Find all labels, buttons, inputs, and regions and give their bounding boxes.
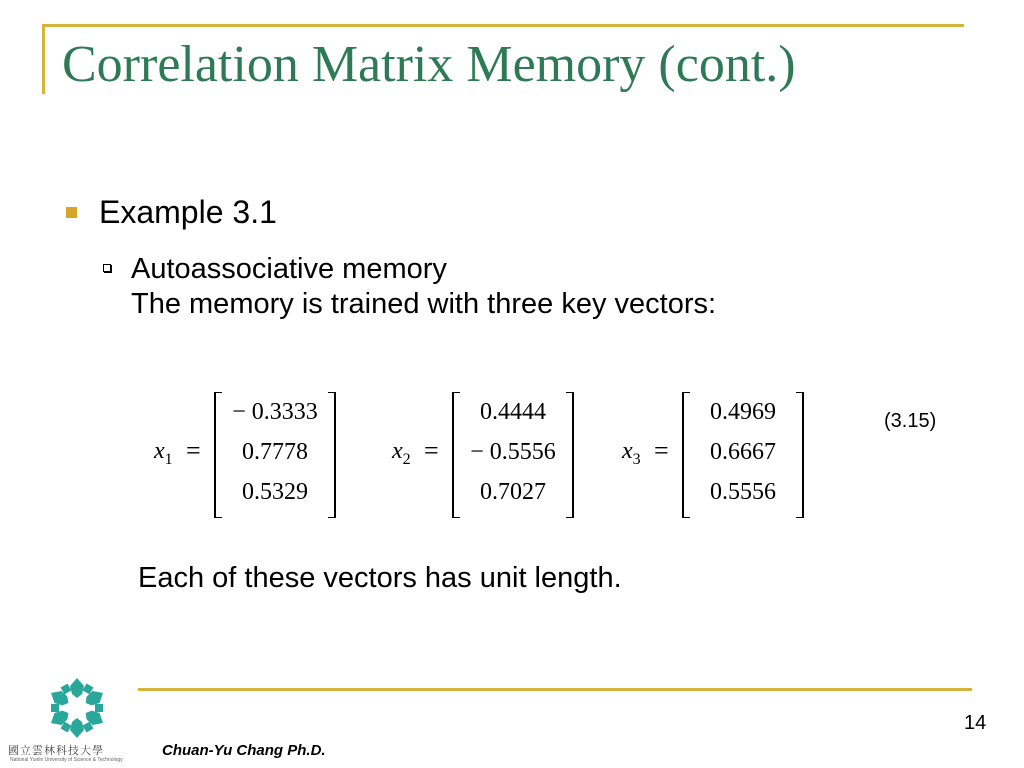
equation-number: (3.15) — [884, 410, 937, 432]
page-number: 14 — [964, 712, 987, 734]
title-frame-left-rule — [42, 24, 45, 94]
sub-bullet-line-2: The memory is trained with three key vectors: — [131, 288, 717, 321]
equals-sign: = — [186, 436, 201, 465]
vector-values — [452, 392, 574, 516]
vector-value: 0.7778 — [242, 439, 308, 465]
vector-label: $x_1$ — [154, 438, 173, 468]
vector-label: $x_2$ — [392, 438, 411, 468]
bullet-example — [66, 196, 277, 228]
vector-values — [214, 392, 336, 516]
vector-values — [682, 392, 804, 516]
square-bullet-icon — [66, 207, 77, 218]
key-vectors-equation — [140, 392, 960, 522]
unit-length-note: Each of these vectors has unit length. — [138, 562, 622, 594]
vector-value: 0.7027 — [480, 479, 546, 505]
footer-rule — [138, 688, 972, 691]
bullet-example-text: Example 3.1 — [99, 194, 277, 230]
equals-sign: = — [654, 436, 669, 465]
vector-value: 0.4969 — [710, 399, 776, 425]
vector-value: 0.6667 — [710, 439, 776, 465]
university-logo-text: 國立雲林科技大學 — [8, 744, 104, 757]
title-frame-top-rule — [42, 24, 964, 27]
vector-value: 0.4444 — [480, 399, 546, 425]
vector-label: $x_3$ — [622, 438, 641, 468]
vector-value: − 0.3333 — [232, 399, 318, 425]
hollow-square-bullet-icon — [103, 264, 111, 272]
university-logo-subtext: National Yunlin University of Science & Technology — [10, 757, 123, 763]
vector-value: − 0.5556 — [470, 439, 556, 465]
slide-title: Correlation Matrix Memory (cont.) — [62, 36, 796, 93]
vector-value: 0.5329 — [242, 479, 308, 505]
equals-sign: = — [424, 436, 439, 465]
author-footer: Chuan-Yu Chang Ph.D. — [162, 742, 326, 759]
vector-value: 0.5556 — [710, 479, 776, 505]
sub-bullet-autoassociative — [103, 252, 716, 323]
sub-bullet-line-1: Autoassociative memory — [131, 253, 447, 285]
